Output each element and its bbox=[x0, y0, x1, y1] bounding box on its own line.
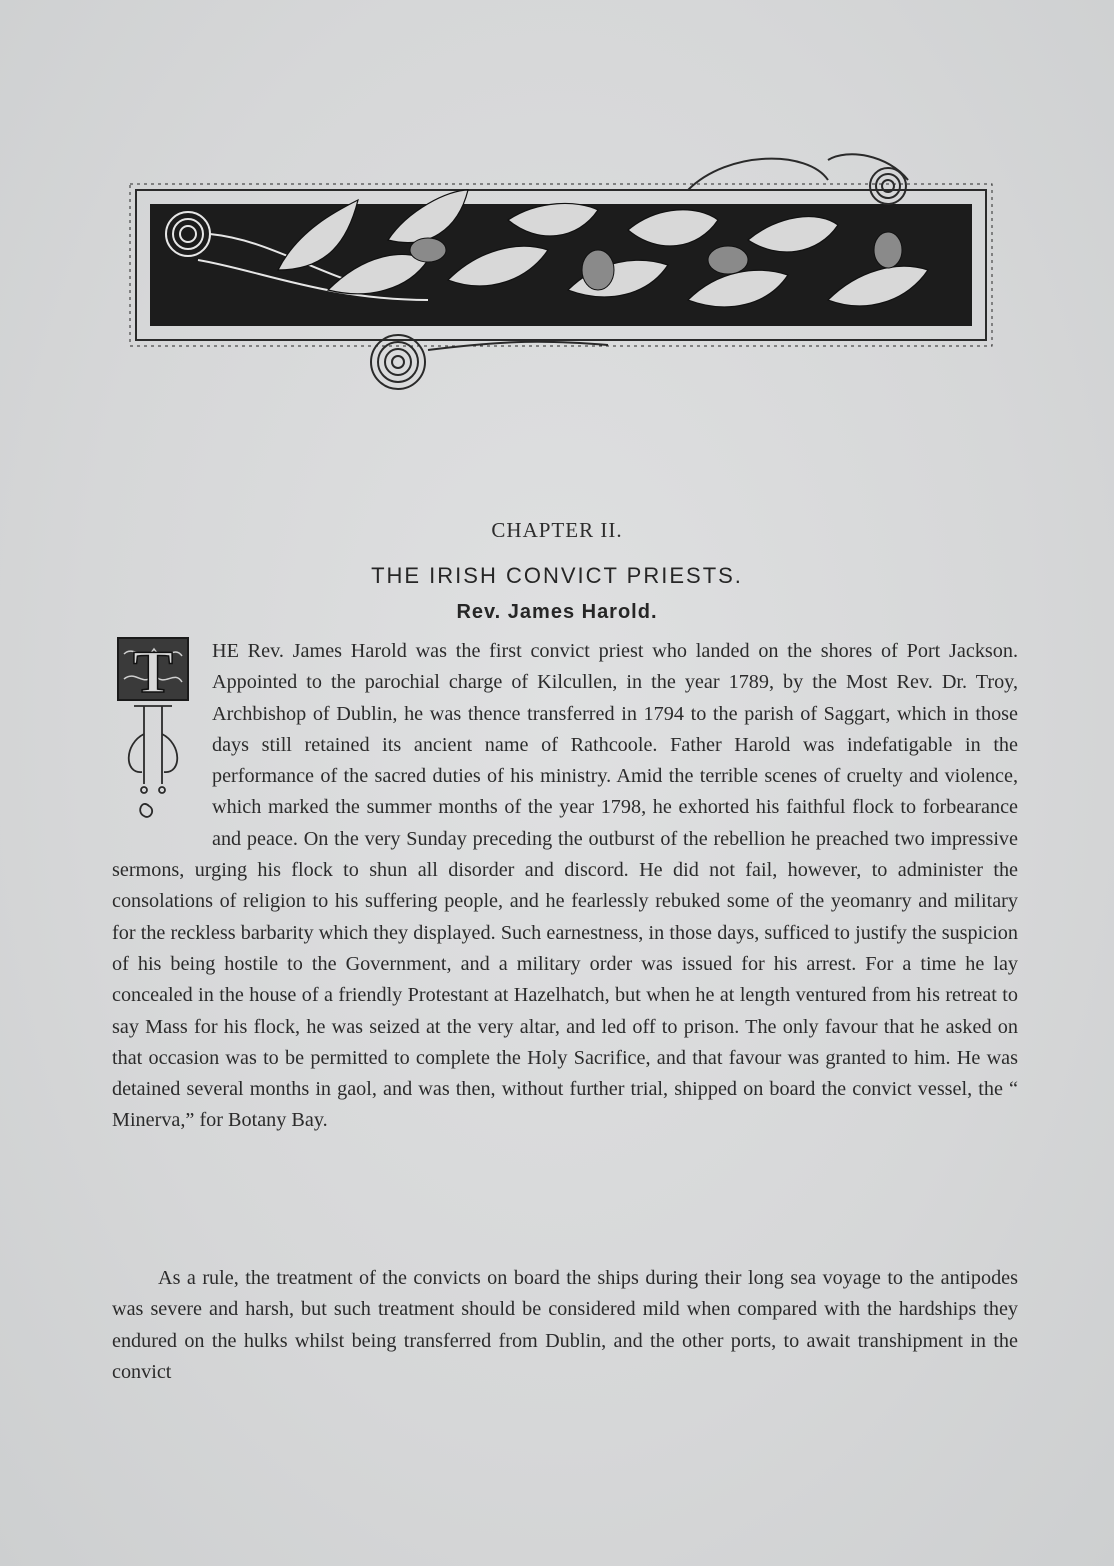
paragraph-1 bbox=[112, 636, 1018, 1137]
chapter-number: CHAPTER II. bbox=[491, 518, 623, 542]
paragraph-2: As a rule, the treatment of the convicts on board the ships during their long sea voyage to the antipodes was severe and harsh, but such treatment should be considered mild when compared with the hardships they endured on the hulks whilst being transferred from Dublin, and the other ports, to await transhipment in the convict bbox=[112, 1267, 1018, 1383]
section-subtitle: Rev. James Harold. bbox=[456, 601, 658, 623]
drop-cap-letter: T bbox=[132, 639, 174, 705]
floral-headpiece-ornament bbox=[128, 150, 996, 395]
chapter-title: THE IRISH CONVICT PRIESTS. bbox=[371, 563, 743, 588]
paragraph-1-text: HE Rev. James Harold was the first convict priest who landed on the shores of Port Jackson. Appointed to the parochial charge of Kilcullen, in the year 1789, by the Most Rev. Dr. Troy, Archbishop of Dublin, he was thence transferred in 1794 to the parish of Saggart, which in those days still retained its ancient name of Rathcoole. Father Harold was indefatigable in the performance of the sacred duties of his ministry. Amid the terrible scenes of cruelty and violence, which marked the summer months of the year 1798, he exhorted his faithful flock to forbearance and peace. On the very Sunday preceding the outburst of the rebellion he preached two impressive sermons, urging his flock to shun all disorder and discord. He did not fail, however, to administer the consolations of religion to his suffering people, and he fearlessly rebuked some of the yeomanry and military for the reckless barbarity which they displayed. Such earnestness, in those days, sufficed to justify the suspicion of his being hostile to the Government, and a military order was issued for his arrest. For a time he lay concealed in the house of a friendly Protestant at Hazelhatch, but when he at length ventured from his retreat to say Mass for his flock, he was seized at the very altar, and led off to prison. The only favour that he asked on that occasion was to be permitted to complete the Holy Sacrifice, and that favour was granted to him. He was detained several months in gaol, and was then, without further trial, shipped on board the convict vessel, the “ Minerva,” for Botany Bay. bbox=[112, 640, 1018, 1132]
drop-cap-space bbox=[112, 636, 212, 824]
